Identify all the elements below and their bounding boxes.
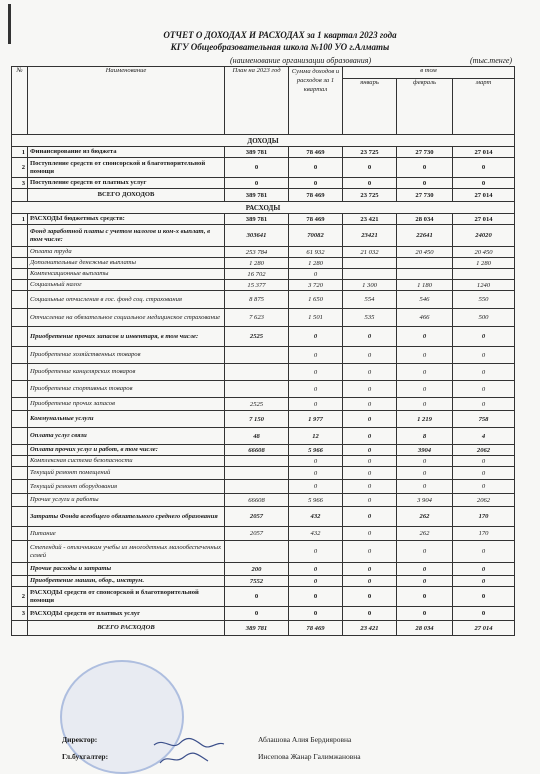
row-number-cell	[12, 621, 28, 636]
col-sum-header: Сумма доходов и расходов за 1 квартал	[289, 67, 343, 135]
january-value-cell: 0	[343, 563, 397, 576]
table-row	[12, 158, 515, 178]
plan-value-cell: 2057	[225, 507, 289, 527]
plan-value-cell: 8 875	[225, 291, 289, 309]
february-value-cell: 0	[397, 607, 453, 621]
row-name-cell: Социальный налог	[28, 280, 225, 291]
february-value-cell: 1 180	[397, 280, 453, 291]
row-number-cell	[12, 247, 28, 258]
march-value-cell: 758	[453, 411, 515, 428]
table-row	[12, 258, 515, 269]
march-value-cell: 170	[453, 507, 515, 527]
table-row	[12, 189, 515, 202]
quarter-sum-cell: 0	[289, 381, 343, 398]
currency-unit: (тыс.тенге)	[470, 56, 513, 65]
plan-value-cell: 0	[225, 607, 289, 621]
quarter-sum-cell: 0	[289, 541, 343, 563]
signature-scribble	[150, 735, 230, 767]
plan-value-cell: 48	[225, 428, 289, 445]
table-row	[12, 621, 515, 636]
plan-value-cell	[225, 480, 289, 494]
row-number-cell	[12, 576, 28, 587]
february-value-cell: 466	[397, 309, 453, 327]
row-number-cell	[12, 527, 28, 541]
february-value-cell: 262	[397, 507, 453, 527]
quarter-sum-cell: 0	[289, 158, 343, 178]
february-value-cell: 0	[397, 480, 453, 494]
march-value-cell	[453, 269, 515, 280]
row-number-cell: 2	[12, 158, 28, 178]
quarter-sum-cell: 5 966	[289, 494, 343, 507]
quarter-sum-cell: 0	[289, 347, 343, 364]
row-number-cell	[12, 428, 28, 445]
quarter-sum-cell: 0	[289, 467, 343, 480]
february-value-cell: 0	[397, 327, 453, 347]
table-row	[12, 398, 515, 411]
march-value-cell: 4	[453, 428, 515, 445]
row-name-cell: Оплата прочих услуг и работ, в том числе:	[28, 445, 225, 456]
february-value-cell: 3 904	[397, 494, 453, 507]
row-name-cell: Приобретение прочих запасов и инвентаря, в том числе:	[28, 327, 225, 347]
plan-value-cell: 389 781	[225, 147, 289, 158]
march-value-cell: 1 280	[453, 258, 515, 269]
quarter-sum-cell: 78 469	[289, 147, 343, 158]
table-row	[12, 347, 515, 364]
table-row	[12, 563, 515, 576]
march-value-cell: 0	[453, 480, 515, 494]
row-name-cell: Приобретение канцелярских товаров	[28, 364, 225, 381]
row-number-cell	[12, 291, 28, 309]
table-row	[12, 178, 515, 189]
table-row	[12, 364, 515, 381]
table-row	[12, 269, 515, 280]
quarter-sum-cell: 0	[289, 398, 343, 411]
table-row	[12, 456, 515, 467]
quarter-sum-cell: 0	[289, 364, 343, 381]
col-num-header: №	[12, 67, 28, 135]
january-value-cell: 0	[343, 541, 397, 563]
january-value-cell: 0	[343, 445, 397, 456]
february-value-cell: 27 730	[397, 147, 453, 158]
quarter-sum-cell: 0	[289, 563, 343, 576]
row-name-cell: Финансирование из бюджета	[28, 147, 225, 158]
march-value-cell: 20 450	[453, 247, 515, 258]
february-value-cell: 0	[397, 398, 453, 411]
row-name-cell: Поступление средств от платных услуг	[28, 178, 225, 189]
row-name-cell: Комплексная система безопасности	[28, 456, 225, 467]
march-value-cell: 0	[453, 178, 515, 189]
row-number-cell: 3	[12, 607, 28, 621]
march-value-cell: 24020	[453, 225, 515, 247]
plan-value-cell: 2525	[225, 398, 289, 411]
section-title: ДОХОДЫ	[12, 135, 515, 147]
plan-value-cell: 66608	[225, 445, 289, 456]
january-value-cell: 0	[343, 587, 397, 607]
plan-value-cell: 15 377	[225, 280, 289, 291]
row-number-cell	[12, 507, 28, 527]
march-value-cell: 0	[453, 607, 515, 621]
row-number-cell	[12, 467, 28, 480]
row-name-cell: Компенсационные выплаты	[28, 269, 225, 280]
quarter-sum-cell: 78 469	[289, 189, 343, 202]
row-name-cell: Социальные отчисления в гос. фонд соц. страхования	[28, 291, 225, 309]
binding-mark	[8, 4, 11, 44]
table-row	[12, 607, 515, 621]
february-value-cell: 20 450	[397, 247, 453, 258]
row-number-cell: 1	[12, 147, 28, 158]
plan-value-cell	[225, 541, 289, 563]
quarter-sum-cell: 1 280	[289, 258, 343, 269]
plan-value-cell: 389 781	[225, 189, 289, 202]
january-value-cell: 0	[343, 347, 397, 364]
plan-value-cell	[225, 381, 289, 398]
january-value-cell: 0	[343, 480, 397, 494]
row-name-cell: Степендий - отличникам учебы из многодетных малообеспеченных семей	[28, 541, 225, 563]
january-value-cell: 0	[343, 507, 397, 527]
row-number-cell	[12, 563, 28, 576]
march-value-cell: 0	[453, 158, 515, 178]
plan-value-cell: 2525	[225, 327, 289, 347]
plan-value-cell: 253 784	[225, 247, 289, 258]
february-value-cell	[397, 258, 453, 269]
february-value-cell: 0	[397, 381, 453, 398]
row-name-cell: РАСХОДЫ средств от платных услуг	[28, 607, 225, 621]
march-value-cell: 27 014	[453, 621, 515, 636]
organization-caption: (наименование организации образования)	[230, 56, 372, 65]
row-name-cell: Коммунальные услуги	[28, 411, 225, 428]
row-name-cell: ВСЕГО РАСХОДОВ	[28, 621, 225, 636]
row-number-cell	[12, 269, 28, 280]
march-value-cell: 27 014	[453, 189, 515, 202]
march-value-cell: 2062	[453, 445, 515, 456]
quarter-sum-cell: 70082	[289, 225, 343, 247]
march-value-cell: 0	[453, 541, 515, 563]
table-row	[12, 445, 515, 456]
plan-value-cell: 0	[225, 158, 289, 178]
col-jan-header: январь	[343, 79, 397, 135]
february-value-cell: 262	[397, 527, 453, 541]
col-incl-header: в том	[343, 67, 515, 79]
february-value-cell: 0	[397, 467, 453, 480]
row-name-cell: Текущий ремонт помещений	[28, 467, 225, 480]
plan-value-cell: 7 150	[225, 411, 289, 428]
february-value-cell: 0	[397, 541, 453, 563]
row-name-cell: РАСХОДЫ бюджетных средств:	[28, 214, 225, 225]
march-value-cell: 2062	[453, 494, 515, 507]
quarter-sum-cell: 78 469	[289, 621, 343, 636]
quarter-sum-cell: 0	[289, 456, 343, 467]
section-header-row	[12, 135, 515, 147]
february-value-cell: 28 034	[397, 621, 453, 636]
row-number-cell	[12, 480, 28, 494]
row-number-cell	[12, 541, 28, 563]
plan-value-cell	[225, 364, 289, 381]
quarter-sum-cell: 1 650	[289, 291, 343, 309]
march-value-cell: 0	[453, 587, 515, 607]
row-number-cell: 2	[12, 587, 28, 607]
row-name-cell: ВСЕГО ДОХОДОВ	[28, 189, 225, 202]
february-value-cell: 0	[397, 347, 453, 364]
february-value-cell: 0	[397, 158, 453, 178]
quarter-sum-cell: 1 501	[289, 309, 343, 327]
march-value-cell: 500	[453, 309, 515, 327]
row-number-cell	[12, 445, 28, 456]
january-value-cell: 0	[343, 527, 397, 541]
march-value-cell: 27 014	[453, 147, 515, 158]
table-row	[12, 309, 515, 327]
row-number-cell	[12, 225, 28, 247]
plan-value-cell: 16 702	[225, 269, 289, 280]
february-value-cell: 27 730	[397, 189, 453, 202]
february-value-cell: 0	[397, 364, 453, 381]
income-expense-table	[11, 66, 515, 636]
january-value-cell: 0	[343, 607, 397, 621]
table-row	[12, 541, 515, 563]
row-number-cell	[12, 494, 28, 507]
january-value-cell: 23421	[343, 225, 397, 247]
accountant-label: Гл.бухгалтер:	[62, 752, 109, 761]
col-name-header: Наименование	[28, 67, 225, 135]
february-value-cell: 3904	[397, 445, 453, 456]
quarter-sum-cell: 0	[289, 327, 343, 347]
quarter-sum-cell: 432	[289, 527, 343, 541]
organization-name: КГУ Общеобразовательная школа №100 УО г.Алматы	[170, 42, 390, 52]
march-value-cell: 27 014	[453, 214, 515, 225]
march-value-cell: 0	[453, 347, 515, 364]
plan-value-cell: 200	[225, 563, 289, 576]
table-row	[12, 381, 515, 398]
january-value-cell: 0	[343, 467, 397, 480]
january-value-cell: 0	[343, 381, 397, 398]
march-value-cell: 0	[453, 467, 515, 480]
january-value-cell: 0	[343, 398, 397, 411]
plan-value-cell: 7552	[225, 576, 289, 587]
table-row	[12, 587, 515, 607]
row-name-cell: Прочие услуги и работы	[28, 494, 225, 507]
row-name-cell: Оплата услуг связи	[28, 428, 225, 445]
plan-value-cell: 1 280	[225, 258, 289, 269]
february-value-cell: 0	[397, 456, 453, 467]
row-number-cell: 3	[12, 178, 28, 189]
section-title: РАСХОДЫ	[12, 202, 515, 214]
january-value-cell: 0	[343, 428, 397, 445]
plan-value-cell	[225, 347, 289, 364]
row-number-cell	[12, 189, 28, 202]
february-value-cell: 0	[397, 576, 453, 587]
february-value-cell: 1 219	[397, 411, 453, 428]
quarter-sum-cell: 0	[289, 587, 343, 607]
january-value-cell: 23 421	[343, 214, 397, 225]
january-value-cell: 0	[343, 327, 397, 347]
march-value-cell: 0	[453, 364, 515, 381]
january-value-cell: 0	[343, 411, 397, 428]
accountant-name: Инсепова Жанар Галимжановна	[258, 752, 361, 761]
plan-value-cell: 66608	[225, 494, 289, 507]
plan-value-cell: 389 781	[225, 214, 289, 225]
plan-value-cell: 2057	[225, 527, 289, 541]
quarter-sum-cell: 12	[289, 428, 343, 445]
table-row	[12, 225, 515, 247]
row-number-cell	[12, 327, 28, 347]
table-row	[12, 507, 515, 527]
plan-value-cell	[225, 456, 289, 467]
row-name-cell: Текущий ремонт оборудования	[28, 480, 225, 494]
march-value-cell: 550	[453, 291, 515, 309]
table-row	[12, 576, 515, 587]
row-name-cell: Приобретение хозяйственных товаров	[28, 347, 225, 364]
plan-value-cell: 303641	[225, 225, 289, 247]
march-value-cell: 0	[453, 563, 515, 576]
quarter-sum-cell: 0	[289, 269, 343, 280]
plan-value-cell	[225, 467, 289, 480]
row-name-cell: Затраты Фонда всеобщего обязательного среднего образования	[28, 507, 225, 527]
row-number-cell	[12, 309, 28, 327]
january-value-cell: 0	[343, 494, 397, 507]
january-value-cell: 0	[343, 364, 397, 381]
plan-value-cell: 0	[225, 178, 289, 189]
quarter-sum-cell: 0	[289, 576, 343, 587]
march-value-cell: 0	[453, 576, 515, 587]
row-name-cell: Приобретение машин, обор., инструм.	[28, 576, 225, 587]
january-value-cell: 0	[343, 576, 397, 587]
january-value-cell	[343, 258, 397, 269]
february-value-cell: 546	[397, 291, 453, 309]
january-value-cell: 23 725	[343, 147, 397, 158]
report-title: ОТЧЕТ О ДОХОДАХ И РАСХОДАХ за 1 квартал 2023 года	[163, 30, 397, 40]
january-value-cell: 0	[343, 178, 397, 189]
plan-value-cell: 0	[225, 587, 289, 607]
february-value-cell: 0	[397, 563, 453, 576]
table-row	[12, 214, 515, 225]
january-value-cell	[343, 269, 397, 280]
quarter-sum-cell: 3 720	[289, 280, 343, 291]
row-name-cell: Оплата труда	[28, 247, 225, 258]
quarter-sum-cell: 432	[289, 507, 343, 527]
table-row	[12, 247, 515, 258]
march-value-cell: 1240	[453, 280, 515, 291]
row-name-cell: Питание	[28, 527, 225, 541]
march-value-cell: 0	[453, 398, 515, 411]
row-name-cell: Прочие расходы и затраты	[28, 563, 225, 576]
row-number-cell: 1	[12, 214, 28, 225]
row-number-cell	[12, 347, 28, 364]
february-value-cell: 0	[397, 178, 453, 189]
plan-value-cell: 7 623	[225, 309, 289, 327]
march-value-cell: 0	[453, 327, 515, 347]
row-number-cell	[12, 411, 28, 428]
row-number-cell	[12, 398, 28, 411]
february-value-cell: 0	[397, 587, 453, 607]
quarter-sum-cell: 78 469	[289, 214, 343, 225]
quarter-sum-cell: 0	[289, 480, 343, 494]
quarter-sum-cell: 0	[289, 178, 343, 189]
row-name-cell: РАСХОДЫ средств от спонсорской и благотворительной помощи	[28, 587, 225, 607]
row-number-cell	[12, 381, 28, 398]
row-number-cell	[12, 456, 28, 467]
row-name-cell: Поступление средств от спонсорской и благотворительной помощи	[28, 158, 225, 178]
february-value-cell: 28 034	[397, 214, 453, 225]
plan-value-cell: 389 781	[225, 621, 289, 636]
table-row	[12, 280, 515, 291]
section-header-row	[12, 202, 515, 214]
january-value-cell: 0	[343, 456, 397, 467]
table-row	[12, 147, 515, 158]
january-value-cell: 21 032	[343, 247, 397, 258]
row-name-cell: Приобретение прочих запасов	[28, 398, 225, 411]
table-row	[12, 327, 515, 347]
col-feb-header: февраль	[397, 79, 453, 135]
january-value-cell: 535	[343, 309, 397, 327]
january-value-cell: 23 421	[343, 621, 397, 636]
table-row	[12, 467, 515, 480]
january-value-cell: 23 725	[343, 189, 397, 202]
quarter-sum-cell: 5 966	[289, 445, 343, 456]
col-plan-header: План на 2023 год	[225, 67, 289, 135]
january-value-cell: 0	[343, 158, 397, 178]
row-name-cell: Фонд заработной платы с учетом налогов и ком-х выплат, в том числе:	[28, 225, 225, 247]
january-value-cell: 554	[343, 291, 397, 309]
quarter-sum-cell: 1 977	[289, 411, 343, 428]
row-name-cell: Дополнительные денежные выплаты	[28, 258, 225, 269]
march-value-cell: 0	[453, 456, 515, 467]
quarter-sum-cell: 0	[289, 607, 343, 621]
table-row	[12, 480, 515, 494]
february-value-cell	[397, 269, 453, 280]
table-row	[12, 291, 515, 309]
row-number-cell	[12, 364, 28, 381]
quarter-sum-cell: 61 932	[289, 247, 343, 258]
february-value-cell: 8	[397, 428, 453, 445]
table-row	[12, 411, 515, 428]
march-value-cell: 0	[453, 381, 515, 398]
row-name-cell: Приобретение спортивных товаров	[28, 381, 225, 398]
table-row	[12, 428, 515, 445]
row-number-cell	[12, 280, 28, 291]
january-value-cell: 1 300	[343, 280, 397, 291]
february-value-cell: 22641	[397, 225, 453, 247]
row-name-cell: Отчисление на обязательное социальное медицинское страхование	[28, 309, 225, 327]
director-name: Аблашова Алия Бердияровна	[258, 735, 352, 744]
table-row	[12, 494, 515, 507]
march-value-cell: 170	[453, 527, 515, 541]
row-number-cell	[12, 258, 28, 269]
table-row	[12, 527, 515, 541]
col-mar-header: март	[453, 79, 515, 135]
director-label: Директор:	[62, 735, 98, 744]
